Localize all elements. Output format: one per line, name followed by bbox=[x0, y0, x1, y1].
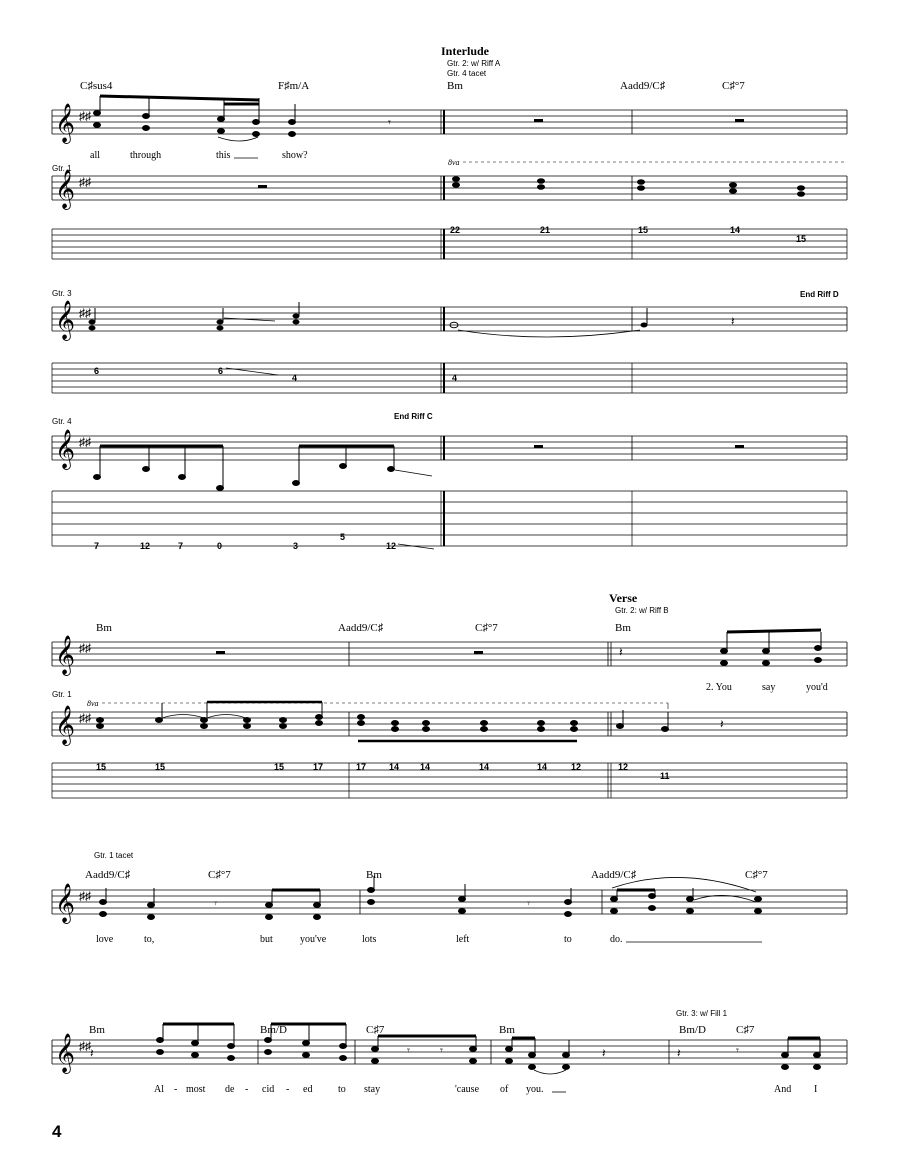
lyric-syllable: of bbox=[500, 1084, 509, 1095]
treble-clef-icon: 𝄞 bbox=[55, 171, 76, 208]
tab-fret-number: 7 bbox=[94, 541, 100, 551]
eighth-rest-icon: 𝄾 bbox=[214, 898, 217, 910]
tab-fret-number: 4 bbox=[452, 373, 458, 383]
whole-rest-icon bbox=[474, 651, 483, 654]
tab-fret-number: 3 bbox=[293, 541, 299, 551]
staff-label: Gtr. 3 bbox=[52, 289, 72, 298]
chord-symbol: Bm bbox=[89, 1024, 105, 1036]
staff-label: Gtr. 1 bbox=[52, 690, 72, 699]
chord-symbol: Aadd9/C♯ bbox=[338, 622, 384, 634]
tab-fret-number: 15 bbox=[638, 225, 649, 235]
gtr1-notes bbox=[97, 702, 669, 741]
staff-label: Gtr. 1 bbox=[52, 164, 72, 173]
lyric-syllable: most bbox=[186, 1084, 206, 1095]
tab-fret-number: 14 bbox=[537, 762, 548, 772]
riff-end-label: End Riff D bbox=[800, 290, 839, 299]
chord-symbol: Bm bbox=[96, 622, 112, 634]
system-4 bbox=[52, 1009, 847, 1095]
lyric-syllable: stay bbox=[364, 1084, 381, 1095]
treble-clef-icon: 𝄞 bbox=[55, 302, 76, 339]
section-note: Gtr. 2: w/ Riff A bbox=[447, 59, 501, 68]
half-rest-icon bbox=[258, 185, 267, 188]
lyric-syllable: you'd bbox=[806, 682, 828, 693]
lyric-syllable: do. bbox=[610, 934, 623, 945]
key-signature: ♯♯ bbox=[79, 711, 91, 725]
chord-symbol: F♯m/A bbox=[278, 80, 310, 92]
chord-symbol: Bm bbox=[499, 1024, 515, 1036]
tab-fret-number: 15 bbox=[96, 762, 107, 772]
lyric-syllable: - bbox=[174, 1084, 178, 1095]
chord-symbol: Aadd9/C♯ bbox=[620, 80, 666, 92]
chord-symbol: Bm bbox=[615, 622, 631, 634]
treble-clef-icon: 𝄞 bbox=[55, 885, 76, 922]
chord-symbol: C♯7 bbox=[736, 1024, 755, 1036]
eighth-rest-icon: 𝄾 bbox=[440, 1045, 443, 1057]
tab-fret-number: 14 bbox=[479, 762, 490, 772]
tab-fret-number: 14 bbox=[389, 762, 400, 772]
tab-fret-number: 14 bbox=[420, 762, 431, 772]
lyric-syllable: to bbox=[338, 1084, 346, 1095]
lyric-syllable: And bbox=[774, 1084, 792, 1095]
lyric-syllable: - bbox=[286, 1084, 290, 1095]
treble-clef-icon: 𝄞 bbox=[55, 707, 76, 744]
tab-fret-number: 4 bbox=[292, 373, 298, 383]
chord-symbol: Bm bbox=[366, 869, 382, 881]
key-signature: ♯♯ bbox=[79, 175, 91, 189]
staff-label: Gtr. 4 bbox=[52, 417, 72, 426]
section-note: Gtr. 4 tacet bbox=[447, 69, 487, 78]
gtr4-tab-staff bbox=[52, 491, 847, 546]
system-2 bbox=[52, 591, 847, 798]
treble-clef-icon: 𝄞 bbox=[55, 637, 76, 674]
key-signature: ♯♯ bbox=[79, 889, 91, 903]
chord-symbol: C♯sus4 bbox=[80, 80, 113, 92]
tab-fret-number: 15 bbox=[796, 234, 807, 244]
section-note: Gtr. 3: w/ Fill 1 bbox=[676, 1009, 728, 1018]
key-signature: ♯♯ bbox=[79, 1039, 91, 1053]
tab-fret-number: 5 bbox=[340, 532, 346, 542]
gtr3-staff bbox=[52, 307, 847, 331]
tab-fret-number: 22 bbox=[450, 225, 461, 235]
lyric-syllable: through bbox=[130, 150, 162, 161]
page-number: 4 bbox=[52, 1122, 62, 1141]
lyric-syllable: say bbox=[762, 682, 776, 693]
quarter-rest-icon: 𝄽 bbox=[720, 717, 724, 731]
tab-fret-number: 7 bbox=[178, 541, 184, 551]
section-label-interlude: Interlude bbox=[441, 44, 489, 58]
quarter-rest-icon: 𝄽 bbox=[677, 1046, 681, 1060]
lyric-syllable: Al bbox=[154, 1084, 164, 1095]
chord-symbol: Aadd9/C♯ bbox=[591, 869, 637, 881]
tab-fret-number: 12 bbox=[386, 541, 397, 551]
lyric-syllable: 'cause bbox=[455, 1084, 480, 1095]
vocal-notes bbox=[157, 1024, 821, 1070]
ottava-marking: 8va bbox=[87, 699, 99, 708]
system-3 bbox=[52, 851, 847, 945]
chord-symbol: C♯7 bbox=[366, 1024, 385, 1036]
chord-symbol: C♯°7 bbox=[208, 869, 231, 881]
tab-fret-number: 12 bbox=[140, 541, 151, 551]
whole-rest-icon bbox=[735, 445, 744, 448]
chord-symbol: Bm/D bbox=[679, 1024, 706, 1036]
lyric-syllable: 2. You bbox=[706, 682, 732, 693]
gtr1-tab-staff bbox=[52, 763, 847, 798]
chord-symbol: C♯°7 bbox=[745, 869, 768, 881]
lyric-syllable: but bbox=[260, 934, 273, 945]
gtr4-notes bbox=[94, 446, 433, 491]
whole-rest-icon bbox=[534, 445, 543, 448]
gtr4-staff bbox=[52, 436, 847, 460]
ottava-marking: 8va bbox=[448, 158, 460, 167]
lyric-syllable: left bbox=[456, 934, 470, 945]
quarter-rest-icon: 𝄽 bbox=[731, 314, 735, 328]
tab-fret-number: 17 bbox=[313, 762, 324, 772]
lyric-syllable: show? bbox=[282, 150, 308, 161]
eighth-rest-icon: 𝄾 bbox=[407, 1045, 410, 1057]
quarter-rest-icon: 𝄽 bbox=[90, 1046, 94, 1060]
key-signature: ♯♯ bbox=[79, 306, 91, 320]
eighth-rest-icon: 𝄾 bbox=[388, 117, 391, 129]
tab-fret-number: 11 bbox=[660, 771, 670, 781]
quarter-rest-icon: 𝄽 bbox=[602, 1046, 606, 1060]
tab-fret-number: 12 bbox=[571, 762, 582, 772]
treble-clef-icon: 𝄞 bbox=[55, 105, 76, 142]
eighth-rest-icon: 𝄾 bbox=[527, 898, 530, 910]
gtr3-tab-staff bbox=[52, 363, 847, 393]
eighth-rest-icon: 𝄾 bbox=[736, 1045, 739, 1057]
chord-symbol: Aadd9/C♯ bbox=[85, 869, 131, 881]
key-signature: ♯♯ bbox=[79, 109, 91, 123]
vocal-staff bbox=[52, 110, 847, 134]
tab-fret-number: 15 bbox=[274, 762, 285, 772]
tab-fret-number: 6 bbox=[94, 366, 100, 376]
lyric-syllable: to, bbox=[144, 934, 155, 945]
chord-symbol: C♯°7 bbox=[722, 80, 745, 92]
lyric-syllable: you. bbox=[526, 1084, 544, 1095]
treble-clef-icon: 𝄞 bbox=[55, 431, 76, 468]
treble-clef-icon: 𝄞 bbox=[55, 1035, 76, 1072]
vocal-staff bbox=[52, 890, 847, 914]
lyric-syllable: cid bbox=[262, 1084, 275, 1095]
riff-end-label: End Riff C bbox=[394, 412, 433, 421]
lyric-syllable: I bbox=[814, 1084, 818, 1095]
gtr1-staff bbox=[52, 176, 847, 200]
key-signature: ♯♯ bbox=[79, 435, 91, 449]
vocal-notes bbox=[100, 876, 762, 920]
tab-fret-number: 12 bbox=[618, 762, 629, 772]
tab-fret-number: 21 bbox=[540, 225, 551, 235]
lyric-syllable: love bbox=[96, 934, 114, 945]
lyric-syllable: you've bbox=[300, 934, 327, 945]
lyric-syllable: this bbox=[216, 150, 231, 161]
lyric-syllable: to bbox=[564, 934, 572, 945]
quarter-rest-icon: 𝄽 bbox=[619, 645, 623, 659]
tab-fret-number: 15 bbox=[155, 762, 166, 772]
vocal-staff bbox=[52, 1040, 847, 1064]
tab-fret-number: 14 bbox=[730, 225, 741, 235]
whole-rest-icon bbox=[216, 651, 225, 654]
key-signature: ♯♯ bbox=[79, 641, 91, 655]
tab-fret-number: 0 bbox=[217, 541, 223, 551]
lyric-syllable: - bbox=[245, 1084, 249, 1095]
tab-fret-number: 17 bbox=[356, 762, 367, 772]
lyric-syllable: all bbox=[90, 150, 100, 161]
lyric-syllable: lots bbox=[362, 934, 377, 945]
lyric-syllable: ed bbox=[303, 1084, 313, 1095]
chord-symbol: Bm bbox=[447, 80, 463, 92]
whole-rest-icon bbox=[735, 119, 744, 122]
system-1 bbox=[52, 44, 847, 551]
section-note: Gtr. 2: w/ Riff B bbox=[615, 606, 669, 615]
whole-rest-icon bbox=[534, 119, 543, 122]
section-label-verse: Verse bbox=[609, 591, 638, 605]
tab-fret-number: 6 bbox=[218, 366, 224, 376]
chord-symbol: Bm/D bbox=[260, 1024, 287, 1036]
section-note: Gtr. 1 tacet bbox=[94, 851, 134, 860]
gtr3-notes bbox=[89, 302, 648, 331]
lyric-syllable: de bbox=[225, 1084, 235, 1095]
chord-symbol: C♯°7 bbox=[475, 622, 498, 634]
